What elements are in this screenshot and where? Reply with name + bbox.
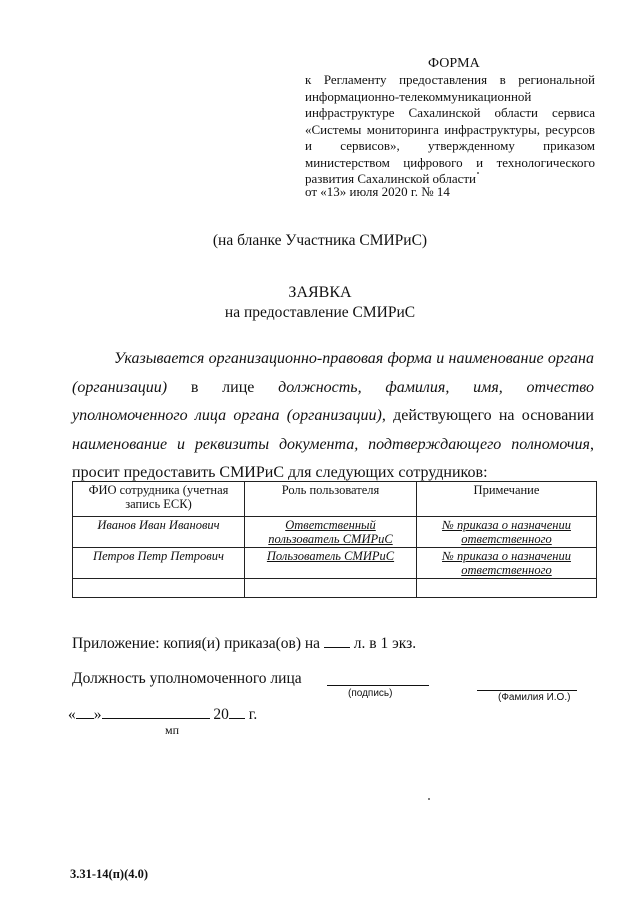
date-line xyxy=(68,706,257,724)
year-suffix: г. xyxy=(244,706,258,723)
request-paragraph xyxy=(72,345,594,488)
stamp-label: мп xyxy=(165,723,180,737)
column-header-employee: ФИО сотрудника (учетная запись ЕСК) xyxy=(73,482,245,517)
note-cell: № приказа о назначении ответственного xyxy=(417,517,597,548)
paragraph-text: , действующего на основании xyxy=(381,407,594,424)
position-label: Должность уполномоченного лица xyxy=(72,670,302,687)
full-name-line xyxy=(477,690,577,691)
note-cell: № приказа о назначении ответственного xyxy=(417,548,597,579)
attachment-suffix: л. в 1 экз. xyxy=(349,635,417,652)
employee-name-cell xyxy=(73,579,245,598)
date-open-quote: « xyxy=(68,706,76,723)
attachment-line xyxy=(72,635,416,653)
employee-name-cell: Иванов Иван Иванович xyxy=(73,517,245,548)
scan-speck xyxy=(477,172,479,174)
year-blank xyxy=(229,706,245,719)
year-prefix: 20 xyxy=(213,706,229,723)
role-cell: Ответственный пользователь СМИРиС xyxy=(245,517,417,548)
employee-name-cell: Петров Петр Петрович xyxy=(73,548,245,579)
scan-speck xyxy=(428,798,430,800)
column-header-role: Роль пользователя xyxy=(245,482,417,517)
sheets-count-blank xyxy=(324,635,350,648)
signature-caption: (подпись) xyxy=(348,688,393,699)
table-row xyxy=(73,517,597,548)
authority-document-placeholder: наименование и реквизиты документа, подтверждающего полномочия xyxy=(72,435,590,453)
org-name-placeholder: Указывается организационно-правовая форма и наименование органа (организации) xyxy=(72,350,594,396)
full-name-caption: (Фамилия И.О.) xyxy=(498,692,571,703)
regulation-date: от «13» июля 2020 г. № 14 xyxy=(305,184,450,199)
letterhead-note: (на бланке Участника СМИРиС) xyxy=(212,232,428,249)
paragraph-text: в лице xyxy=(167,378,279,396)
document-code: 3.31-14(п)(4.0) xyxy=(70,867,149,881)
paragraph-text: , просит предоставить СМИРиС для следующих сотрудников: xyxy=(72,435,594,481)
date-close-quote: » xyxy=(93,706,102,723)
day-blank xyxy=(76,706,94,719)
employees-table xyxy=(72,481,597,598)
table-row xyxy=(73,548,597,579)
form-label: ФОРМА xyxy=(428,56,480,71)
representative-placeholder: должность, фамилия, имя, отчество уполномоченного лица органа (организации) xyxy=(72,378,594,424)
role-cell xyxy=(245,579,417,598)
role-cell: Пользователь СМИРиС xyxy=(245,548,417,579)
table-header-row xyxy=(73,482,597,517)
signature-line xyxy=(327,685,429,686)
month-blank xyxy=(102,706,210,719)
page-subtitle: на предоставление СМИРиС xyxy=(224,304,416,321)
table-row xyxy=(73,579,597,598)
regulation-reference: к Регламенту предоставления в региональной информационно-телекоммуникационной инфраструктуре Сахалинской области сервиса «Системы мониторинга инфраструктуры, ресурсов и сервисов», утвержденному приказом министерством цифрового и технологического развития Сахалинской области xyxy=(305,72,595,186)
page-title: ЗАЯВКА xyxy=(288,284,352,301)
attachment-prefix: Приложение: копия(и) приказа(ов) на xyxy=(72,635,324,652)
note-cell xyxy=(417,579,597,598)
column-header-note: Примечание xyxy=(417,482,597,517)
